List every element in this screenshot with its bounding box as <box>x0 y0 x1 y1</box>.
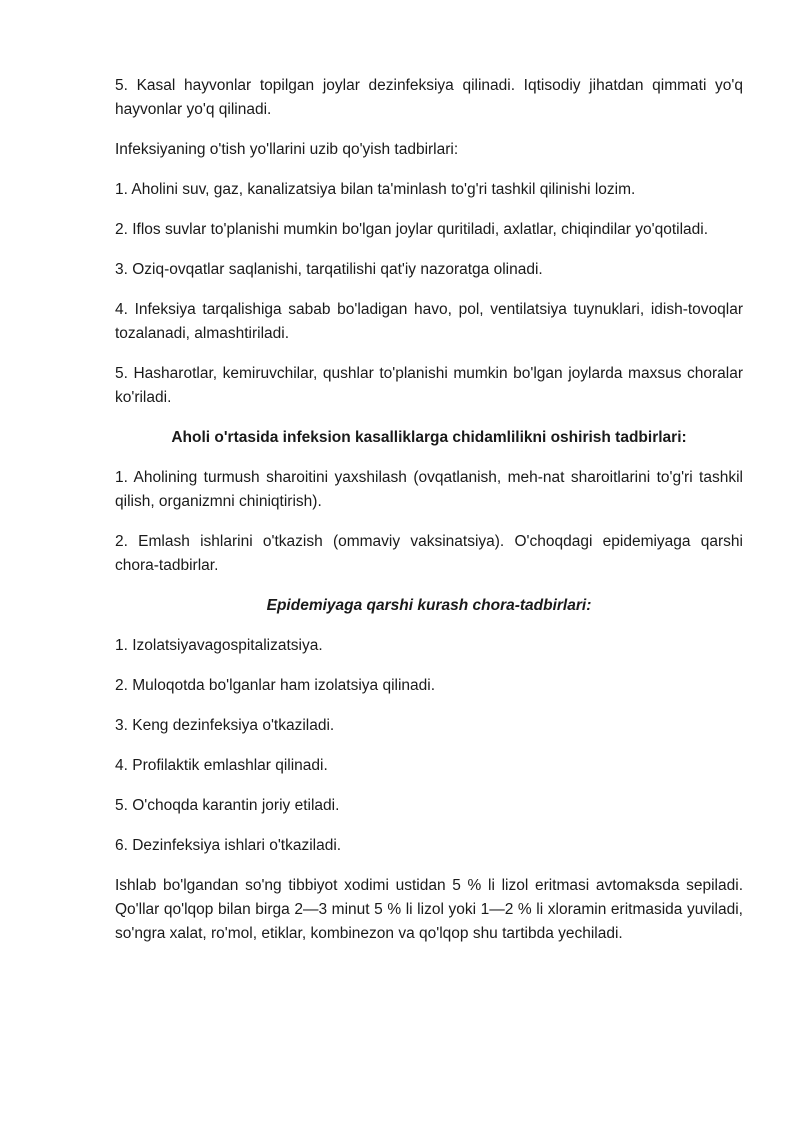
list-item-food-control: 3. Oziq-ovqatlar saqlanishi, tarqatilishi qat'iy nazoratga olinadi. <box>115 261 543 278</box>
list-item-contacts-isolation: 2. Muloqotda bo'lganlar ham izolatsiya qilinadi. <box>115 677 436 694</box>
list-item-air-cleaning: 4. Infeksiya tarqalishiga sabab bo'ladigan havo, pol, ventilatsiya tuynuklari, idish-tovoqlar tozalanadi, almashtiriladi. <box>115 301 743 342</box>
paragraph-closing-procedure: Ishlab bo'lgandan so'ng tibbiyot xodimi ustidan 5 % li lizol eritmasi avtomaksda sepiladi. Qo'llar qo'lqop bilan birga 2—3 minut 5 % li lizol yoki 1—2 % li xloramin eritmasida yuviladi, so'ngra xalat, ro'mol, etiklar, kombinezon va qo'lqop shu tartibda yechiladi. <box>115 877 743 942</box>
list-item-dirty-water: 2. Iflos suvlar to'planishi mumkin bo'lgan joylar quritiladi, axlatlar, chiqindilar yo'qotiladi. <box>115 221 709 238</box>
list-item-water-supply: 1. Aholini suv, gaz, kanalizatsiya bilan ta'minlash to'g'ri tashkil qilinishi lozim. <box>115 181 636 198</box>
list-item-living-conditions: 1. Aholining turmush sharoitini yaxshilash (ovqatlanish, meh-nat sharoitlarini to'g'ri tashkil qilish, organizmni chiniqtirish). <box>115 469 743 510</box>
heading-epidemic-measures: Epidemiyaga qarshi kurash chora-tadbirlari: <box>266 597 592 614</box>
list-item-disinfection: 3. Keng dezinfeksiya o'tkaziladi. <box>115 717 335 734</box>
list-item-isolation: 1. Izolatsiyavagospitalizatsiya. <box>115 637 323 654</box>
list-item-insects-rodents: 5. Hasharotlar, kemiruvchilar, qushlar to'planishi mumkin bo'lgan joylarda maxsus choralar ko'riladi. <box>115 365 743 406</box>
list-item-vaccination: 2. Emlash ishlarini o'tkazish (ommaviy vaksinatsiya). O'choqdagi epidemiyaga qarshi chora-tadbirlar. <box>115 533 743 574</box>
list-item-prophylactic-vaccination: 4. Profilaktik emlashlar qilinadi. <box>115 757 328 774</box>
list-item-quarantine: 5. O'choqda karantin joriy etiladi. <box>115 797 340 814</box>
list-item-disinfection-works: 6. Dezinfeksiya ishlari o'tkaziladi. <box>115 837 342 854</box>
document-body <box>115 74 743 962</box>
paragraph-sick-animals: 5. Kasal hayvonlar topilgan joylar dezinfeksiya qilinadi. Iqtisodiy jihatdan qimmati yo'q hayvonlar yo'q qilinadi. <box>115 77 743 118</box>
paragraph-transmission-intro: Infeksiyaning o'tish yo'llarini uzib qo'yish tadbirlari: <box>115 141 459 158</box>
heading-immunity-measures: Aholi o'rtasida infeksion kasalliklarga chidamlilikni oshirish tadbirlari: <box>171 429 687 446</box>
